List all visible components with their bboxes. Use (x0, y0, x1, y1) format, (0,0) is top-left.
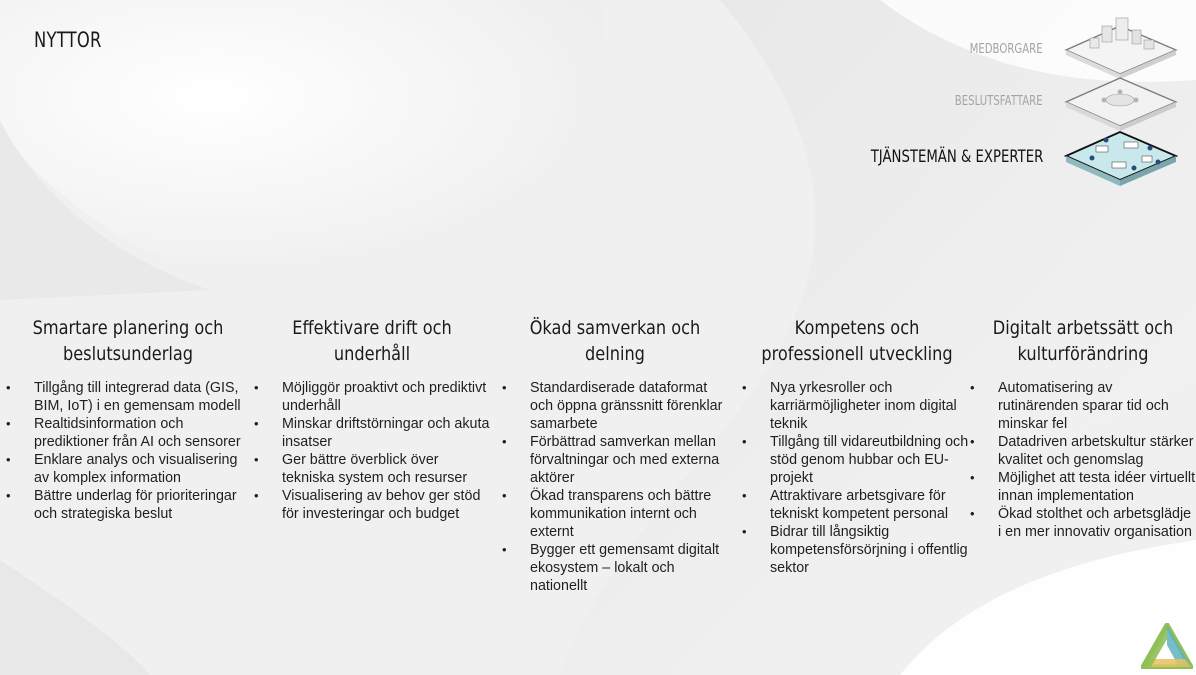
bullet-item: • Möjlighet att testa idéer virtuellt innan implementation (970, 469, 1196, 505)
column-heading: Ökad samverkan och delning (529, 317, 701, 365)
benefit-column-drift (254, 313, 490, 523)
benefit-column-samverkan (502, 313, 728, 595)
bullet-item: • Bygger ett gemensamt digitalt ekosystem – lokalt och nationellt (502, 541, 728, 595)
bullet-item: • Attraktivare arbetsgivare för tekniskt kompetent personal (742, 487, 972, 523)
benefit-column-kultur (970, 313, 1196, 541)
bullet-item: • Minskar driftstörningar och akuta insatser (254, 415, 490, 451)
bullet-list (502, 379, 728, 595)
column-heading: Kompetens och professionell utveckling (761, 317, 953, 365)
bullet-item: • Realtidsinformation och prediktioner från AI och sensorer (6, 415, 250, 451)
bullet-item: • Bättre underlag för prioriteringar och strategiska beslut (6, 487, 250, 523)
bullet-item: • Ger bättre överblick över tekniska system och resurser (254, 451, 490, 487)
bullet-item: • Visualisering av behov ger stöd för investeringar och budget (254, 487, 490, 523)
bullet-item: • Enklare analys och visualisering av komplex information (6, 451, 250, 487)
triangle-logo-icon (1141, 623, 1193, 669)
layer-label-medborgare: MEDBORGARE (969, 42, 1043, 57)
benefit-column-kompetens (742, 313, 972, 577)
bullet-item: • Standardiserade dataformat och öppna gränssnitt förenklar samarbete (502, 379, 728, 433)
bullet-item: • Bidrar till långsiktig kompetensförsörjning i offentlig sektor (742, 523, 972, 577)
column-heading: Effektivare drift och underhåll (292, 317, 452, 365)
page-title: NYTTOR (34, 28, 102, 52)
bullet-item: • Tillgång till vidareutbildning och stöd genom hubbar och EU-projekt (742, 433, 972, 487)
bullet-item: • Ökad stolthet och arbetsglädje i en mer innovativ organisation (970, 505, 1196, 541)
bullet-list (970, 379, 1196, 541)
bullet-list (742, 379, 972, 577)
layer-label-beslutsfattare: BESLUTSFATTARE (955, 94, 1043, 109)
bullet-item: • Nya yrkesroller och karriärmöjligheter inom digital teknik (742, 379, 972, 433)
bullet-list (254, 379, 490, 523)
column-heading: Digitalt arbetssätt och kulturförändring (992, 317, 1174, 365)
bullet-item: • Automatisering av rutinärenden sparar tid och minskar fel (970, 379, 1196, 433)
layered-city-diagram-icon (1062, 12, 1180, 194)
bullet-item: • Tillgång till integrerad data (GIS, BIM, IoT) i en gemensam modell (6, 379, 250, 415)
bullet-item: • Möjliggör proaktivt och prediktivt underhåll (254, 379, 490, 415)
bullet-item: • Ökad transparens och bättre kommunikation internt och externt (502, 487, 728, 541)
benefit-column-planering (6, 313, 250, 523)
layer-label-active: TJÄNSTEMÄN & EXPERTER (870, 147, 1043, 167)
bullet-item: • Förbättrad samverkan mellan förvaltningar och med externa aktörer (502, 433, 728, 487)
bullet-list (6, 379, 250, 523)
bullet-item: • Datadriven arbetskultur stärker kvalitet och genomslag (970, 433, 1196, 469)
column-heading: Smartare planering och beslutsunderlag (32, 317, 224, 365)
